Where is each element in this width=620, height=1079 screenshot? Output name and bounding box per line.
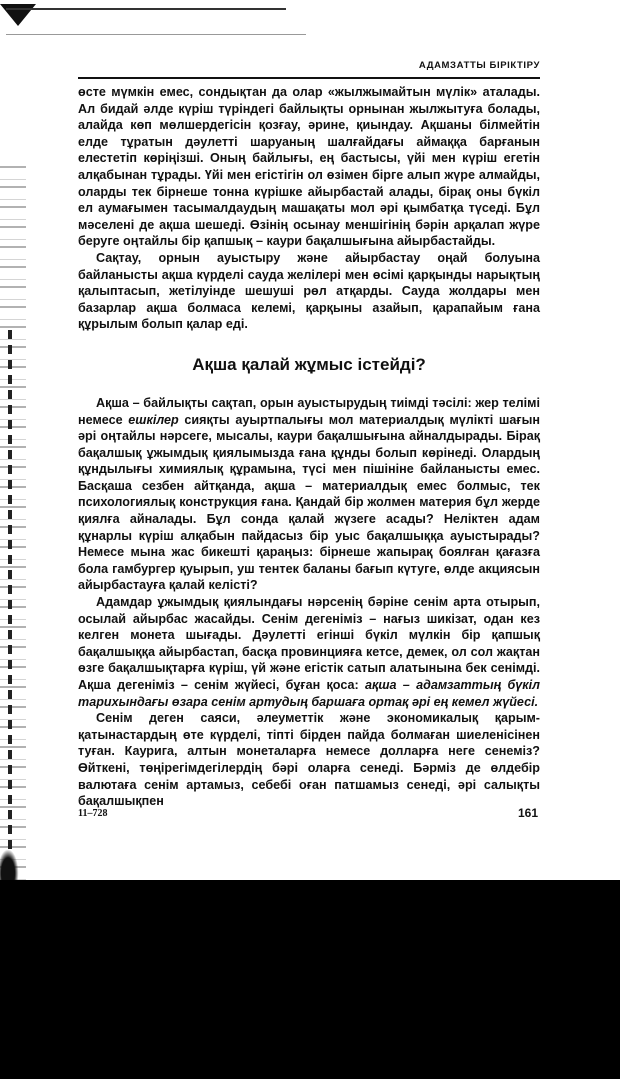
emphasis-text: ешкілер bbox=[128, 412, 179, 427]
page-number: 161 bbox=[517, 806, 538, 820]
paragraph bbox=[78, 395, 540, 594]
paragraph: өсте мүмкін емес, сондықтан да олар «жылжымайтын мүлік» аталады. Ал бидай әлде күріш түріндегі байлықты орнынан жылжытуға болады, алайда көп мөлшердегісін қозғау, әрине, қиындау. Ақшаны білмейтін елде тұратын дәулетті шаруаның шалғайдағы аймаққа барғанын елестетіп көріңізші. Оның байлығы, ең бастысы, үйі мен күріш егетін алқабынан тұрады. Үйі мен егістігін ол өзімен бірге алып жүре алмайды, оларды тек бірнеше тонна күрішке айырбастай алады, бірақ оны бүкіл ел аумағымен тасымалдаудың машақаты мол әрі қымбатқа түседі. Бұл мәселені де ақша шешеді. Өзінің осынау меншігінің бәрін арқалап жүре беруге оңтайлы бір қапшық – каури бақалшығына айырбастайды. bbox=[78, 85, 540, 249]
emphasis-text: ақша – адамзаттың бүкіл тарихындағы өзара сенім артудың баршаға ортақ әрі ең кемел жүйесі. bbox=[78, 678, 540, 709]
scan-black-area bbox=[0, 880, 620, 1079]
ink-smudge bbox=[0, 846, 20, 880]
paragraph-text: Ақша – байлықты сақтап, орын ауыстырудың тиімді тәсілі: жер телімі немесе bbox=[78, 395, 540, 427]
paragraph-text: сияқты ауыртпалығы мол материалдық мүлікті шағын әрі оңтайлы нәрсеге, мысалы, каури бақалшығына айналдырады. Бірақ бақалшық ұжымдық қиялымызда ғана құнды болып көрінеді. Олардың құндылығы химиялық құрамына, түсі мен пішініне байланысты емес. Басқаша сезбен айтқанда, ақша – материалдық емес болмыс, тек психологиялық конструкция ғана. Қандай бір жолмен материя бұл жерде қиялға айналады. Бұл сонда қалай жүзеге асады? Неліктен адам құнарлы күріш алқабын пайдасыз бір уыс бақалшыққа ауыстырады? Немесе мына жас бикешті қараңыз: бірнеше жапырақ боялған қағазға бола гамбургер қуырып, уш тентек баланы бағып күтуге, өлде акциясын айырбастауға қалай келісті? bbox=[78, 412, 540, 593]
body-text bbox=[78, 84, 540, 810]
paragraph-text: Адамдар ұжымдық қиялындағы нәрсенің бәріне сенім арта отырып, осылай айырбас жасайды. Сенім дегеніміз – нағыз шикізат, одан кез келген монета шығады. Дәулетті егінші бүкіл мүлкін бір қапшық бақалшыққа айырбастап, басқа провинцияға кетсе, демек, ол сол жақтан өзге бақалшықтарға күріш, үй және егістік сатып алатынына бек сенімді. Ақша дегеніміз – сенім жүйесі, бұған қоса: bbox=[78, 595, 540, 692]
section-heading: Ақша қалай жұмыс істейді? bbox=[192, 354, 426, 374]
header-rule bbox=[78, 77, 540, 79]
paragraph bbox=[78, 594, 540, 710]
paragraph: Сақтау, орнын ауыстыру және айырбастау оңай болуына байланысты ақша күрделі сауда желілері мен өсімі қарқынды нарықтың қалыптасып, жетілуінде шешуші рөл атқарды. Сауда жолдары мен базарлар ақша болмаса келемі, қарқыны азайып, қарапайым ғана құрылым болып қалар еді. bbox=[78, 250, 540, 332]
top-rule-thin bbox=[6, 34, 306, 35]
paragraph: Сенім деген саяси, әлеуметтік және экономикалық қарым-қатынастардың өте күрделі, тіпті бірден пайда болмаған шиеленісінен туған. Каурига, алтын монеталарға немесе долларға неге сенеміз? Өйткені, төңірегімдегілердің бәрі оларға сенеді. Бәрміз де өлдебір валютаға сенім артамыз, себебі оған патшамыз сенеді, әрі салықты бақалшықпен bbox=[78, 711, 540, 809]
top-rule bbox=[6, 8, 286, 10]
printer-signature: 11–728 bbox=[78, 808, 108, 819]
running-head: АДАМЗАТТЫ БІРІКТІРУ bbox=[418, 60, 540, 71]
binding-shadow bbox=[0, 160, 26, 890]
binding-marks bbox=[8, 330, 12, 850]
